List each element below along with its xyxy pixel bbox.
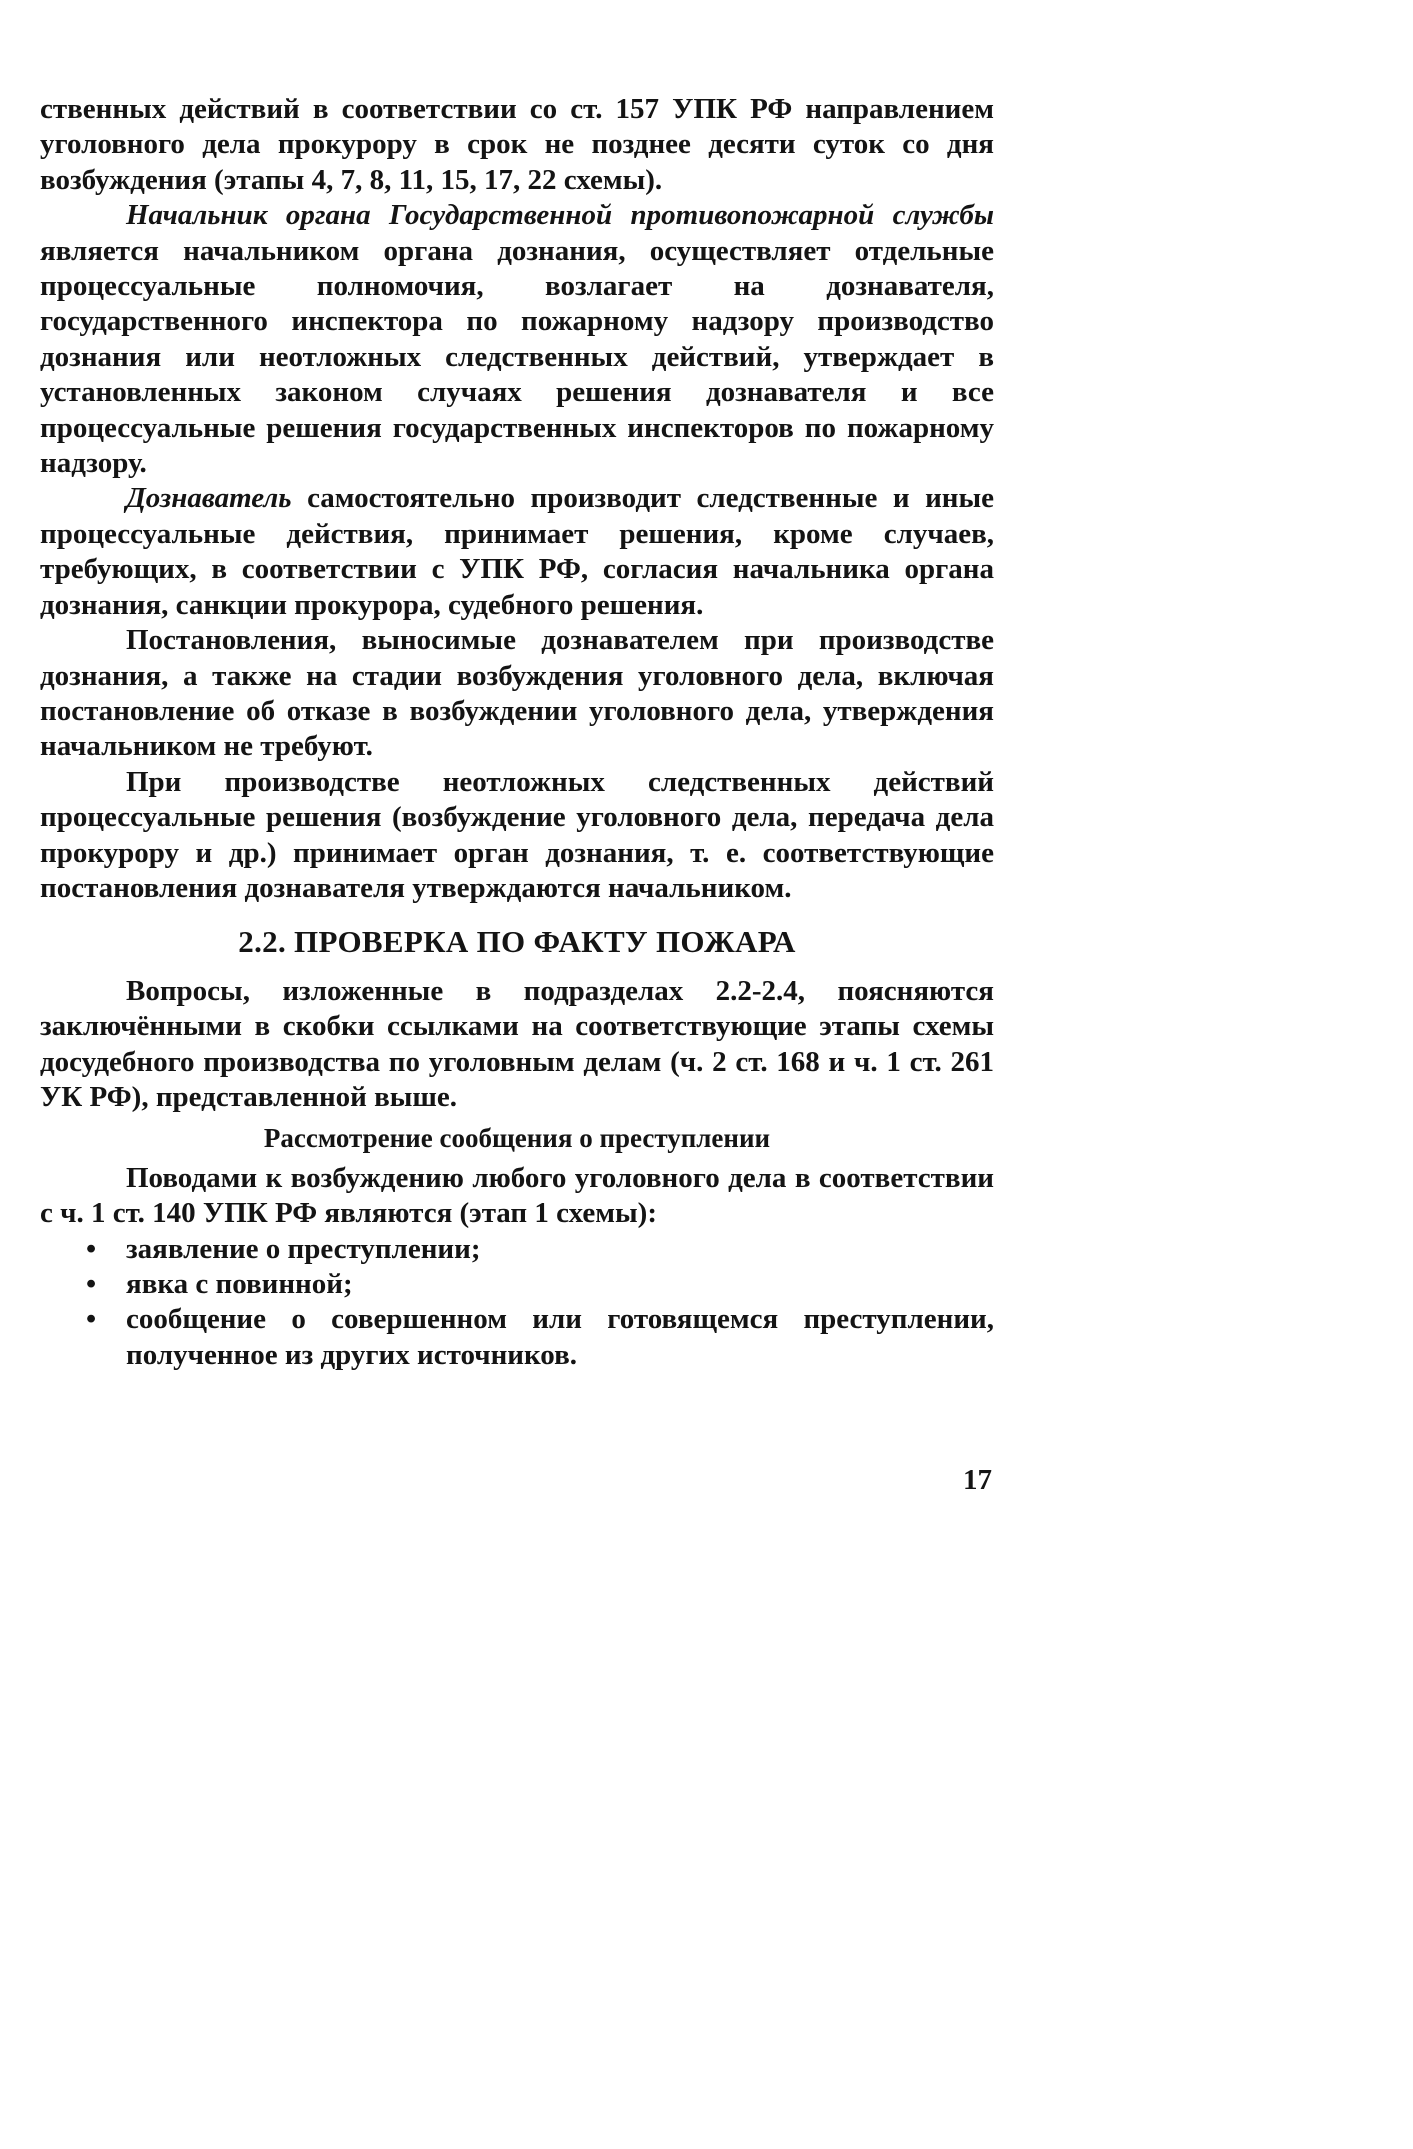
paragraph-urgent-actions: [40, 765, 994, 907]
list-item: [40, 1267, 994, 1302]
list-item-text: заявление о преступлении;: [126, 1232, 481, 1265]
italic-term: Дознаватель: [126, 482, 292, 515]
list-item-text: сообщение о совершенном или готовящемся преступлении, полученное из других источников.: [126, 1303, 994, 1371]
paragraph-text: является начальником органа дознания, осуществляет отдельные процессуальные полномочия, возлагает на дознавателя, государственного инспектора по пожарному надзору производство дознания или неотложных следственных действий, утверждает в установленных законом случаях решения дознавателя и все процессуальные решения государственных инспекторов по пожарному надзору.: [40, 234, 994, 480]
section-heading: 2.2. ПРОВЕРКА ПО ФАКТУ ПОЖАРА: [238, 924, 796, 960]
list-item-text: явка с повинной;: [126, 1268, 353, 1300]
italic-term: Начальник органа Государственной противопожарной службы: [126, 199, 994, 232]
bullet-icon: •: [86, 1232, 97, 1265]
bullet-icon: •: [86, 1268, 97, 1300]
paragraph-investigator: [40, 481, 994, 623]
paragraph-questions: [40, 974, 994, 1116]
paragraph-resolutions: [40, 623, 994, 765]
list-item: [40, 1302, 994, 1373]
paragraph-text: Поводами к возбуждению любого уголовного дела в соответствии с ч. 1 ст. 140 УПК РФ являются (этап 1 схемы):: [40, 1161, 994, 1230]
paragraph-continuation: [40, 92, 994, 198]
paragraph-grounds: [40, 1161, 994, 1232]
subsection-heading: Рассмотрение сообщения о преступлении: [263, 1123, 771, 1154]
paragraph-text: При производстве неотложных следственных действий процессуальные решения (возбуждение уголовного дела, передача дела прокурору и др.) принимает орган дознания, т. е. соответствующие постановления дознавателя утверждаются начальником.: [40, 765, 994, 904]
list-item: [40, 1232, 994, 1267]
paragraph-text: самостоятельно производит следственные и иные процессуальные действия, принимает решения, кроме случаев, требующих, в соответствии с УПК РФ, согласия начальника органа дознания, санкции прокурора, судебного решения.: [40, 482, 994, 621]
grounds-list: [40, 1232, 994, 1374]
paragraph-fire-service-head: [40, 198, 994, 481]
bullet-icon: •: [86, 1303, 97, 1336]
page-number: 17: [963, 1464, 992, 1496]
paragraph-text: ственных действий в соответствии со ст. 157 УПК РФ направлением уголовного дела прокурору в срок не позднее десяти суток со дня возбуждения (этапы 4, 7, 8, 11, 15, 17, 22 схемы).: [40, 93, 994, 196]
paragraph-text: Постановления, выносимые дознавателем при производстве дознания, а также на стадии возбуждения уголовного дела, включая постановление об отказе в возбуждении уголовного дела, утверждения начальником не требуют.: [40, 624, 994, 763]
paragraph-text: Вопросы, изложенные в подразделах 2.2-2.4, поясняются заключёнными в скобки ссылками на соответствующие этапы схемы досудебного производства по уголовным делам (ч. 2 ст. 168 и ч. 1 ст. 261 УК РФ), представленной выше.: [40, 974, 994, 1113]
